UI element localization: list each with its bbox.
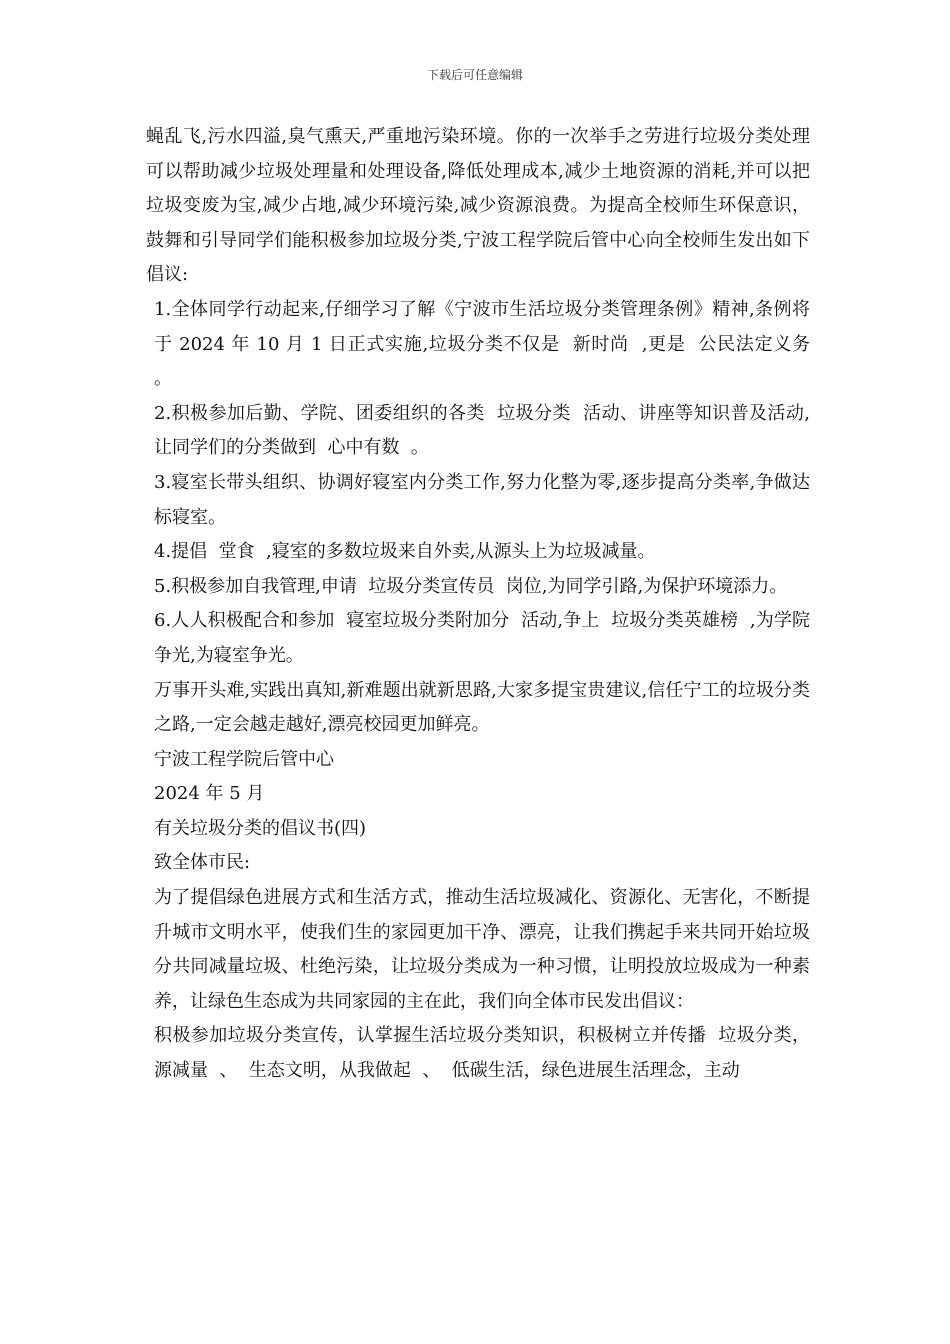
paragraph-item-5: 5.积极参加自我管理,申请 垃圾分类宣传员 岗位,为同学引路,为保护环境添力。: [154, 575, 788, 597]
document-body: [146, 120, 822, 1089]
paragraph-intro: 蝇乱飞,污水四溢,臭气熏天,严重地污染环境。你的一次举手之劳进行垃圾分类处理可以帮助减少垃圾处理量和处理设备,降低处理成本,减少土地资源的消耗,并可以把垃圾变废为宝,减少占地,减少环境污染,减少资源浪费。为提高全校师生环保意识，鼓舞和引导同学们能积极参加垃圾分类,宁波工程学院后管中心向全校师生发出如下倡议:: [146, 126, 810, 286]
paragraph-proposal-intro: 为了提倡绿色进展方式和生活方式，推动生活垃圾减化、资源化、无害化，不断提升城市文明水平，使我们生的家园更加干净、漂亮，让我们携起手来共同开始垃圾分共同减量垃圾、杜绝污染，让垃圾分类成为一种习惯，让明投放垃圾成为一种素养，让绿色生态成为共同家园的主在此，我们向全体市民发出倡议：: [154, 887, 810, 1012]
section-title: 有关垃圾分类的倡议书(四): [154, 817, 367, 839]
signature-date: 2024 年 5 月: [154, 783, 265, 805]
paragraph-item-2: 2.积极参加后勤、学院、团委组织的各类 垃圾分类 活动、讲座等知识普及活动,让同学们的分类做到 心中有数 。: [154, 402, 810, 459]
paragraph-item-6: 6.人人积极配合和参加 寝室垃圾分类附加分 活动,争上 垃圾分类英雄榜 ,为学院争光,为寝室争光。: [154, 610, 810, 666]
page-header-note: 下载后可任意编辑: [426, 68, 523, 82]
paragraph-item-4: 4.提倡 堂食 ,寝室的多数垃圾来自外卖,从源头上为垃圾减量。: [154, 541, 656, 563]
salutation: 致全体市民:: [154, 852, 251, 874]
paragraph-item-1: 1.全体同学行动起来,仔细学习了解《宁波市生活垃圾分类管理条例》精神,条例将于 2024 年 10 月 1 日正式实施,垃圾分类不仅是 新时尚 ,更是 公民法定义务 。: [154, 298, 822, 390]
paragraph-item-3: 3.寝室长带头组织、协调好寝室内分类工作,努力化整为零,逐步提高分类率,争做达标寝室。: [154, 471, 810, 528]
signature-org: 宁波工程学院后管中心: [154, 748, 334, 770]
paragraph-proposal-1: 积极参加垃圾分类宣传，认掌握生活垃圾分类知识，积极树立并传播 垃圾分类，源减量 、 生态文明，从我做起 、 低碳生活，绿色进展生活理念，主动: [154, 1025, 810, 1082]
paragraph-closing: 万事开头难,实践出真知,新难题出就新思路,大家多提宝贵建议,信任宁工的垃圾分类之路,一定会越走越好,漂亮校园更加鲜亮。: [154, 679, 810, 736]
